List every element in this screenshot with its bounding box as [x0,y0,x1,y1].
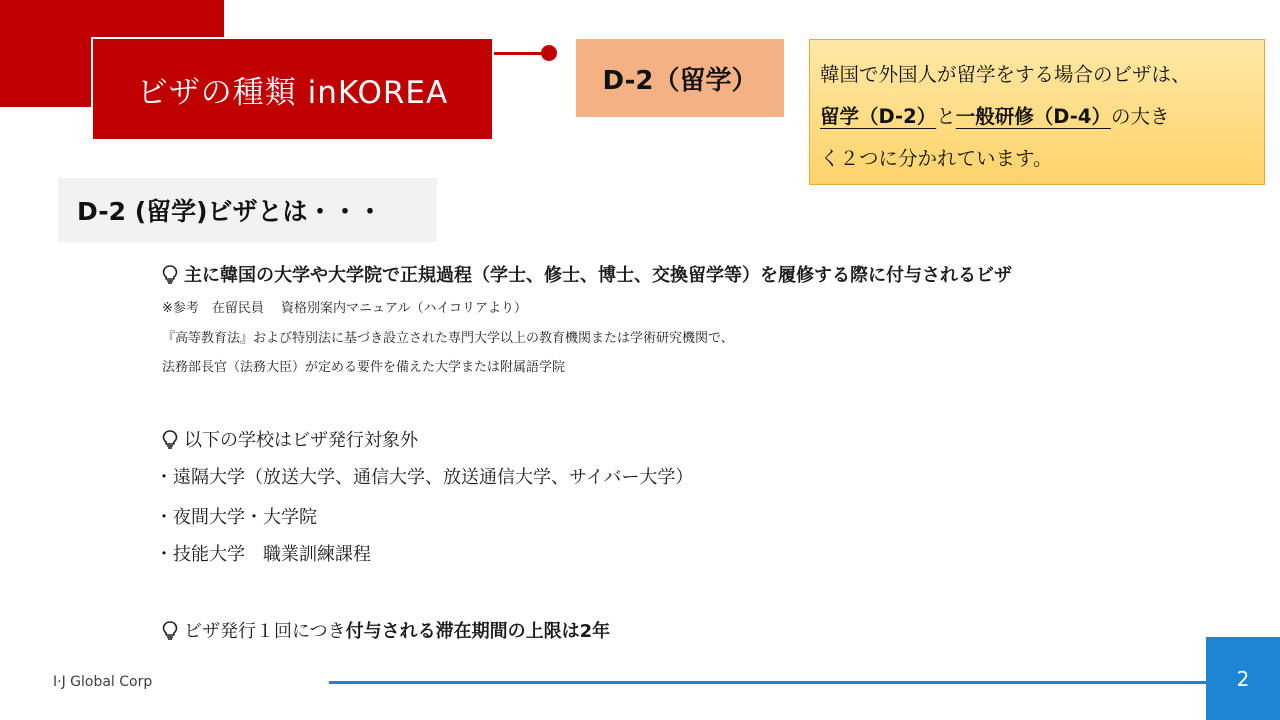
page-number-box [1206,637,1280,720]
point-1 [160,261,1012,287]
lightbulb-icon [160,620,180,640]
info-line-3: く２つに分かれています。 [820,147,1053,170]
footer-company: I·J Global Corp [53,674,153,690]
info-line-2 [820,96,1254,138]
info-box [809,39,1265,185]
slide-title: ビザの種類 inKOREA [136,74,449,111]
info-after: の大き [1110,105,1170,128]
info-link-d4: 一般研修（D-4） [955,105,1111,128]
section-heading: D-2 (留学)ビザとは・・・ [77,197,383,226]
info-link-d2: 留学（D-2） [820,105,937,128]
point-3 [160,617,610,643]
excluded-school-item: ・遠隔大学（放送大学、通信大学、放送通信大学、サイバー大学） [155,467,694,488]
definition-line-1: 『高等教育法』および特別法に基づき設立された専門大学以上の教育機関または学術研究機関で、 [162,331,734,346]
info-line-1: 韓国で外国人が留学をする場合のビザは、 [820,63,1191,86]
lightbulb-icon [160,264,180,284]
point-3-bold: 付与される滞在期間の上限は2年 [345,621,611,642]
connector-line [494,52,546,55]
visa-tag-label: D-2（留学） [602,65,758,96]
definition-line-2: 法務部長官（法務大臣）が定める要件を備えた大学または附属語学院 [162,360,566,375]
title-box [91,37,494,141]
footer-divider [329,681,1206,684]
excluded-school-item: ・技能大学 職業訓練課程 [155,544,371,565]
lightbulb-icon [160,429,180,449]
page-number: 2 [1236,666,1250,691]
excluded-school-item: ・夜間大学・大学院 [155,507,317,528]
info-and: と [936,105,956,128]
point-3-plain: ビザ発行１回につき [184,621,346,642]
reference-note: ※参考 在留民員 資格別案内マニュアル（ハイコリアより） [162,301,527,316]
visa-tag [576,39,784,117]
point-2-text: 以下の学校はビザ発行対象外 [184,430,418,451]
section-heading-box [58,178,437,242]
point-1-text: 主に韓国の大学や大学院で正規過程（学士、修士、博士、交換留学等）を履修する際に付与されるビザ [184,265,1012,286]
connector-dot [541,45,557,61]
point-2 [160,426,418,452]
